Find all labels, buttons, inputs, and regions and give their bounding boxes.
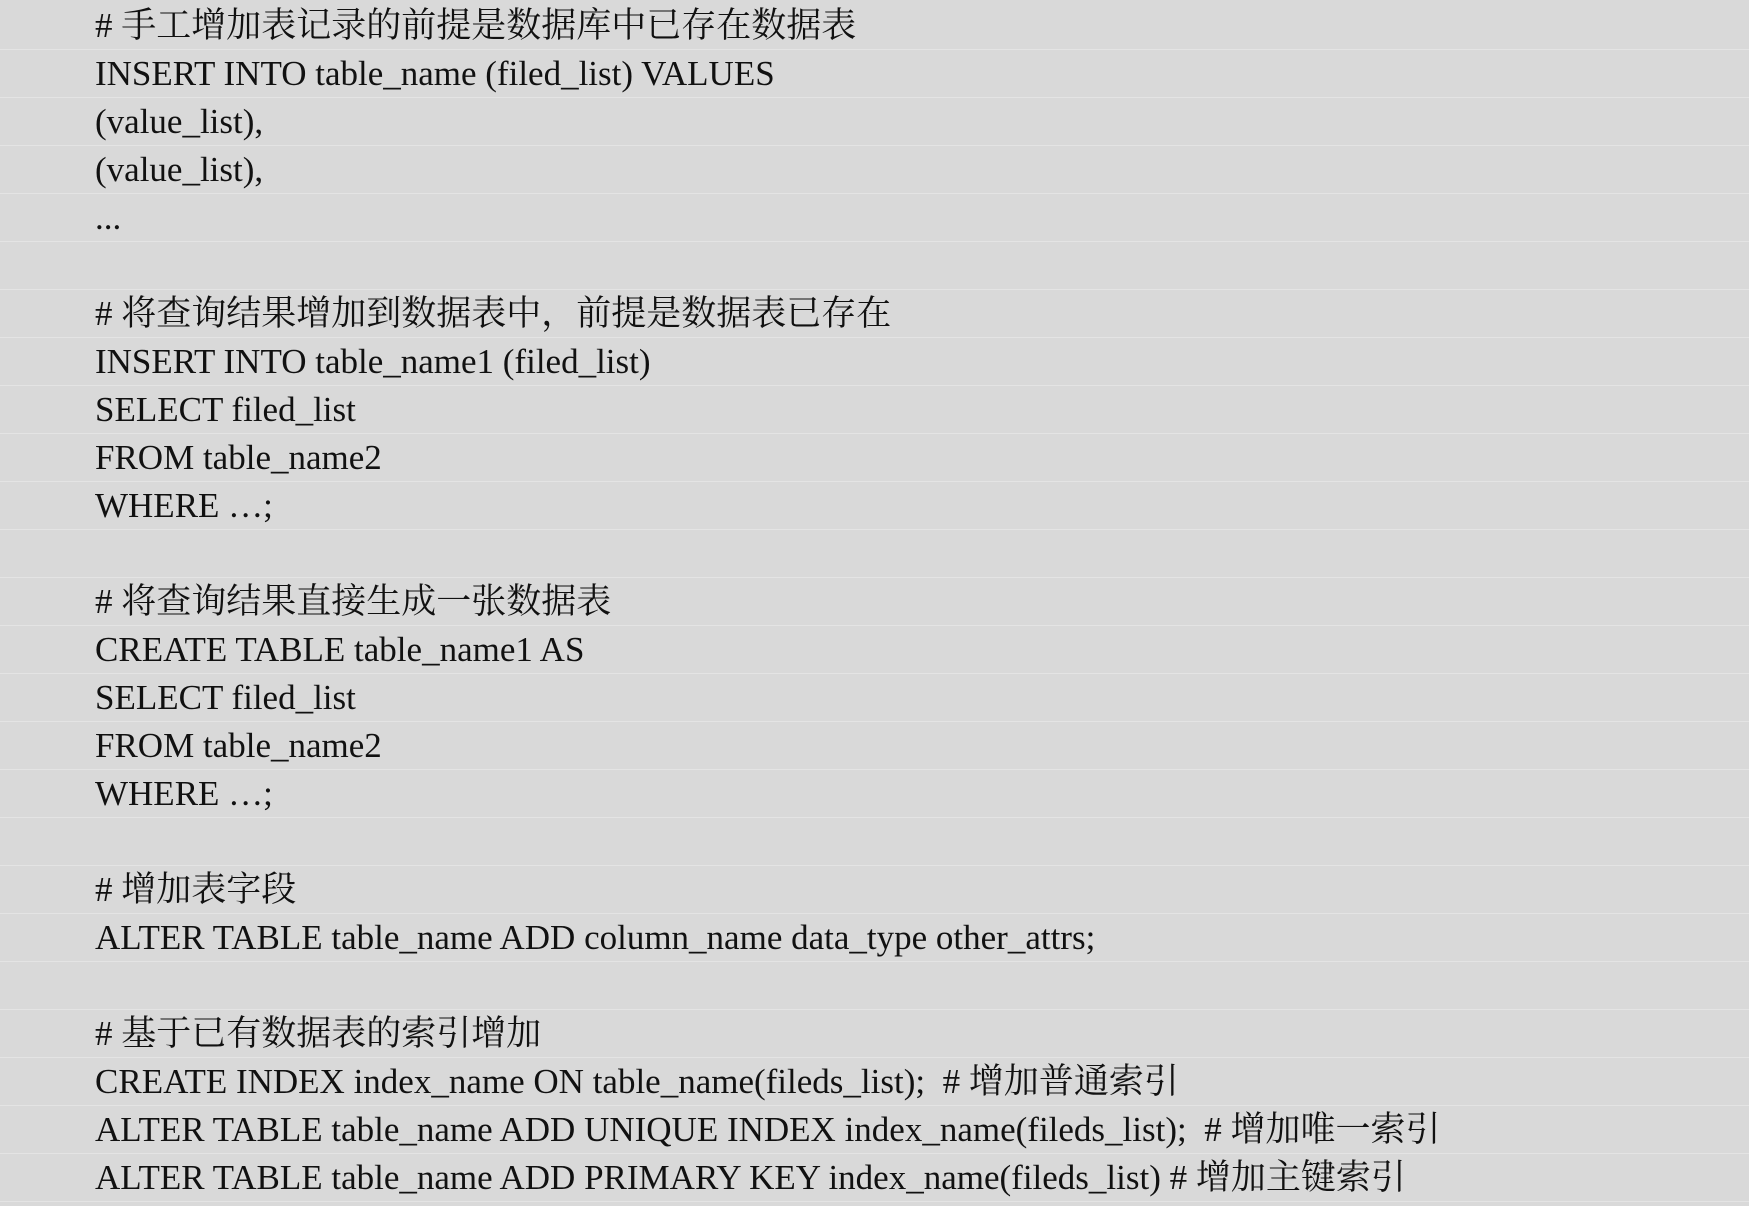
comment-line: # 手工增加表记录的前提是数据库中已存在数据表 [0,2,1749,50]
comment-line: # 将查询结果直接生成一张数据表 [0,578,1749,626]
blank-line [0,962,1749,1010]
code-line: ALTER TABLE table_name ADD column_name data_type other_attrs; [0,914,1749,962]
code-line: WHERE …; [0,770,1749,818]
comment-line: # 增加表字段 [0,866,1749,914]
code-line: ... [0,194,1749,242]
code-line: ALTER TABLE table_name ADD UNIQUE INDEX index_name(fileds_list); # 增加唯一索引 [0,1106,1749,1154]
code-line: INSERT INTO table_name1 (filed_list) [0,338,1749,386]
blank-line [0,242,1749,290]
code-line: FROM table_name2 [0,434,1749,482]
code-line: WHERE …; [0,482,1749,530]
code-line: SELECT filed_list [0,674,1749,722]
comment-line: # 基于已有数据表的索引增加 [0,1010,1749,1058]
code-line: INSERT INTO table_name (filed_list) VALUES [0,50,1749,98]
code-line: (value_list), [0,146,1749,194]
code-line: ALTER TABLE table_name ADD PRIMARY KEY index_name(fileds_list) # 增加主键索引 [0,1154,1749,1202]
code-line: CREATE TABLE table_name1 AS [0,626,1749,674]
code-line: (value_list), [0,98,1749,146]
code-line: CREATE INDEX index_name ON table_name(fileds_list); # 增加普通索引 [0,1058,1749,1106]
blank-line [0,818,1749,866]
code-line: SELECT filed_list [0,386,1749,434]
code-line: FROM table_name2 [0,722,1749,770]
comment-line: # 将查询结果增加到数据表中，前提是数据表已存在 [0,290,1749,338]
blank-line [0,530,1749,578]
